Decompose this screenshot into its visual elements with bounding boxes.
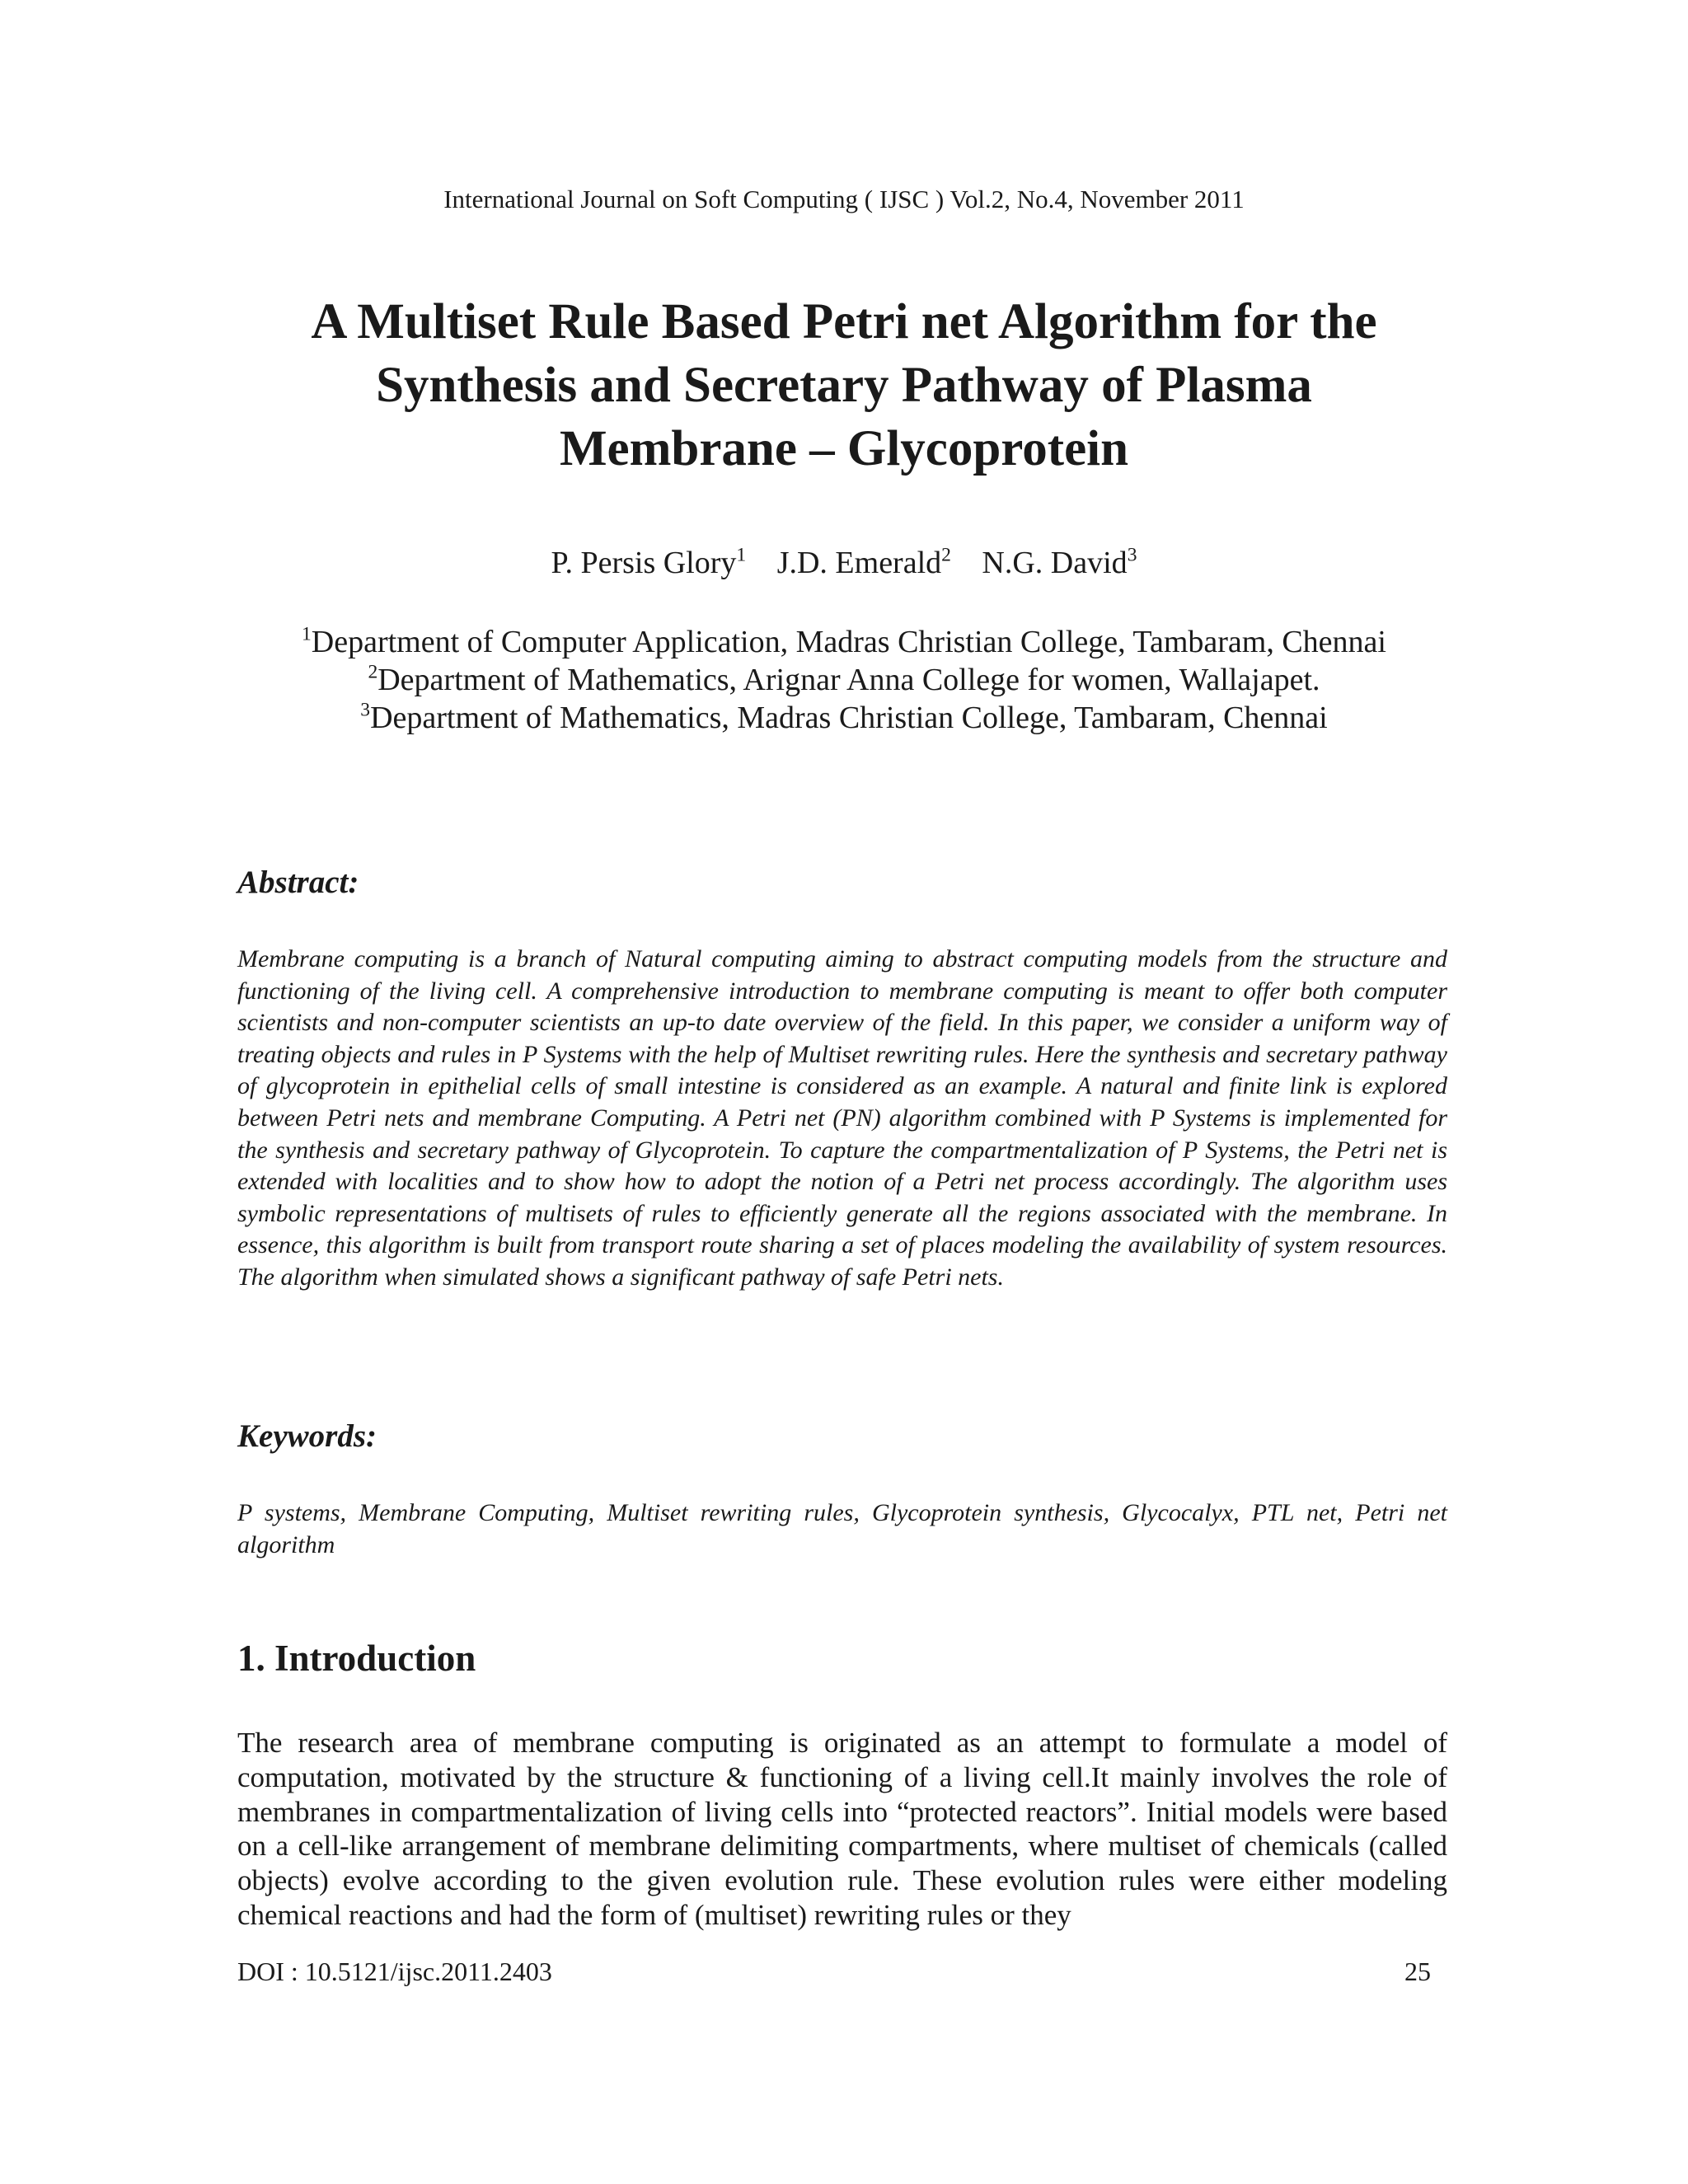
author-name: J.D. Emerald: [776, 546, 942, 580]
doi-label: DOI : 10.5121/ijsc.2011.2403: [237, 1957, 552, 1986]
affiliation-mark: 1: [302, 623, 312, 645]
affiliation-text: Department of Mathematics, Madras Christian College, Tambaram, Chennai: [370, 701, 1328, 735]
author-mark: 2: [941, 544, 951, 566]
author-mark: 1: [736, 544, 747, 566]
affiliation-list: [0, 623, 1688, 737]
page-number: 25: [1404, 1957, 1431, 1986]
affiliation: [0, 661, 1688, 699]
affiliation: [0, 623, 1688, 661]
title-line: Membrane – Glycoprotein: [559, 421, 1129, 476]
introduction-heading: 1. Introduction: [237, 1638, 476, 1679]
author: [982, 546, 1137, 580]
affiliation-mark: 3: [360, 699, 371, 721]
author: [551, 546, 747, 580]
affiliation: [0, 699, 1688, 737]
author-name: P. Persis Glory: [551, 546, 737, 580]
author-mark: 3: [1127, 544, 1137, 566]
author-name: N.G. David: [982, 546, 1128, 580]
author-list: [0, 542, 1688, 583]
author: [777, 546, 951, 580]
journal-header: International Journal on Soft Computing ( IJSC ) Vol.2, No.4, November 2011: [443, 185, 1245, 213]
affiliation-text: Department of Mathematics, Arignar Anna College for women, Wallajapet.: [377, 663, 1320, 697]
keywords-heading: Keywords:: [237, 1418, 377, 1454]
title-line: A Multiset Rule Based Petri net Algorithm for the: [311, 294, 1377, 349]
paper-title: [165, 290, 1523, 480]
abstract-text: Membrane computing is a branch of Natural computing aiming to abstract computing models from the structure and functioning of the living cell. A comprehensive introduction to membrane computing is meant to offer both computer scientists and non-computer scientists an up-to date overview of the field. In this paper, we consider a uniform way of treating objects and rules in P Systems with the help of Multiset rewriting rules. Here the synthesis and secretary pathway of glycoprotein in epithelial cells of small intestine is considered as an example. A natural and finite link is explored between Petri nets and membrane Computing. A Petri net (PN) algorithm combined with P Systems is implemented for the synthesis and secretary pathway of Glycoprotein. To capture the compartmentalization of P Systems, the Petri net is extended with localities and to show how to adopt the notion of a Petri net process accordingly. The algorithm uses symbolic representations of multisets of rules to efficiently generate all the regions associated with the membrane. In essence, this algorithm is built from transport route sharing a set of places modeling the availability of system resources. The algorithm when simulated shows a significant pathway of safe Petri nets.: [237, 945, 1447, 1291]
affiliation-text: Department of Computer Application, Madras Christian College, Tambaram, Chennai: [311, 625, 1386, 659]
keywords-text: P systems, Membrane Computing, Multiset rewriting rules, Glycoprotein synthesis, Glycocalyx, PTL net, Petri net algorithm: [237, 1499, 1447, 1558]
affiliation-mark: 2: [368, 661, 378, 683]
introduction-text: The research area of membrane computing is originated as an attempt to formulate a model of computation, motivated by the structure & functioning of a living cell.It mainly involves the role of membranes in compartmentalization of living cells into “protected reactors”. Initial models were based on a cell-like arrangement of membrane delimiting compartments, where multiset of chemicals (called objects) evolve according to the given evolution rule. These evolution rules were either modeling chemical reactions and had the form of (multiset) rewriting rules or they: [237, 1727, 1447, 1931]
title-line: Synthesis and Secretary Pathway of Plasma: [376, 358, 1312, 413]
abstract-heading: Abstract:: [237, 865, 359, 900]
